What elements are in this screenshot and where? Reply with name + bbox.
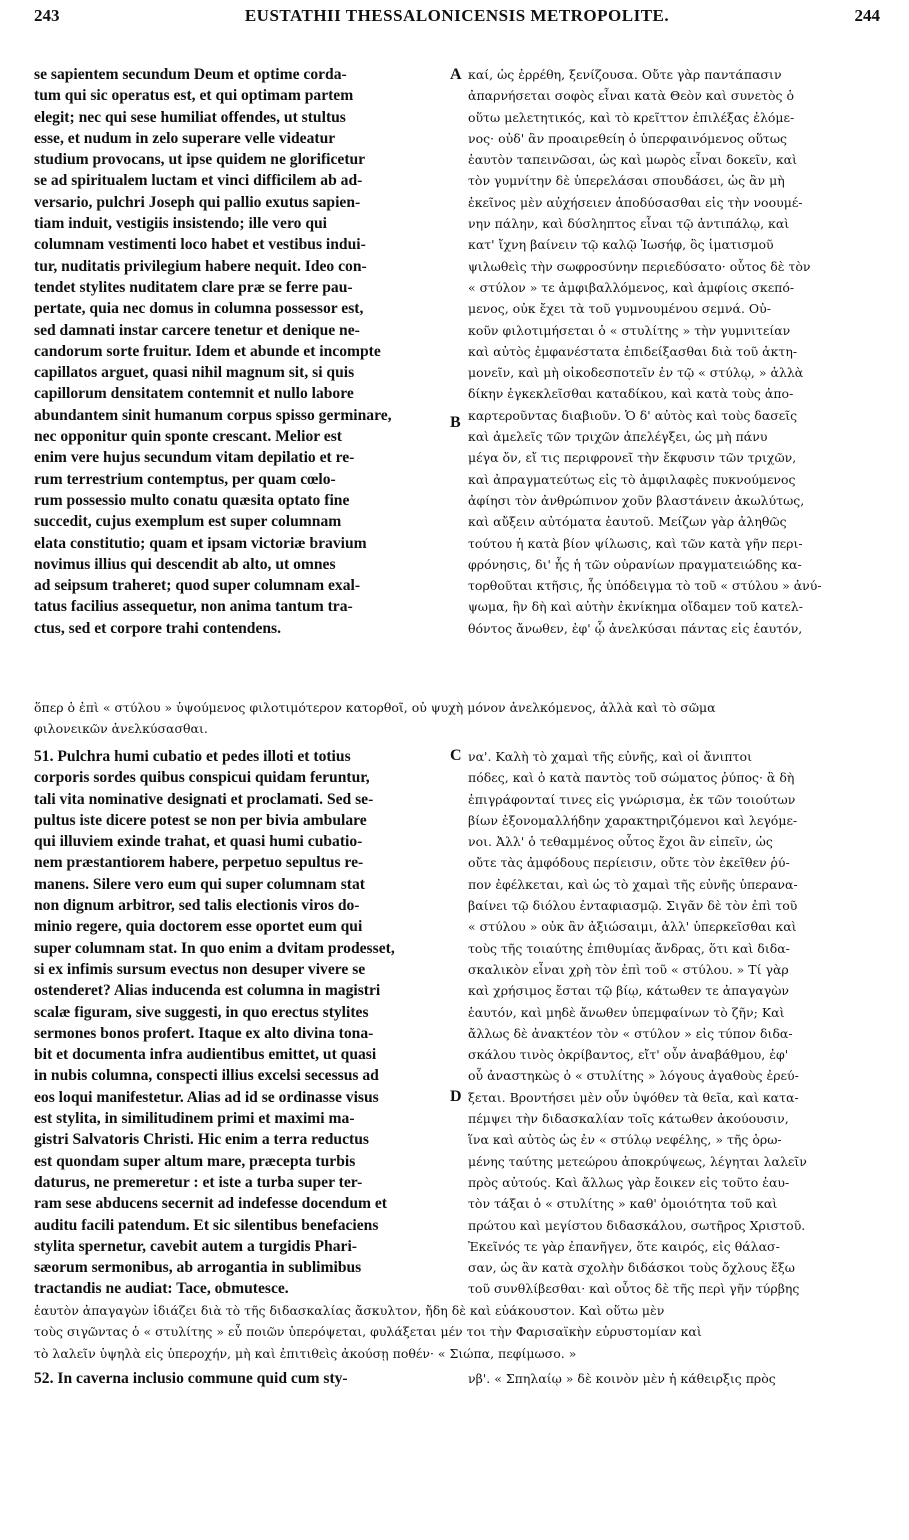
text-line: est quondam super altum mare, præcepta turbis bbox=[34, 1152, 356, 1170]
text-line: σκάλου τινὸς ὀκρίβαντος, εἴτ' οὖν ἀναβάθμου, ἐφ' bbox=[468, 1047, 789, 1063]
text-line: in nubis columna, conspecti illius excelsi secessus ad bbox=[34, 1067, 379, 1085]
text-line: super columnam stat. In quo enim a dvitam prodesset, bbox=[34, 939, 395, 957]
margin-mark-d: D bbox=[450, 1088, 462, 1105]
text-line: ξεται. Βροντήσει μὲν οὖν ὑψόθεν τὰ θεῖα, καὶ κατα- bbox=[468, 1089, 799, 1105]
text-line: enim vere hujus secundum vitam depilatio et re- bbox=[34, 449, 355, 467]
text-line: ctus, sed et corpore trahi contendens. bbox=[34, 619, 282, 637]
text-line: μένης ταύτης μετεώρου ἀποκρύψεως, λέγηται λαλεῖν bbox=[468, 1153, 807, 1169]
text-line: capillatos arguet, quasi nihil magnum sit, si quis bbox=[34, 364, 355, 382]
margin-mark-c: C bbox=[450, 747, 462, 764]
text-line: τὸν τάξαι ὁ « στυλίτης » καθ' ὁμοιότητα τοῦ καὶ bbox=[468, 1196, 778, 1212]
latin-section-52-start: 52. In caverna inclusio commune quid cum sty- bbox=[34, 1370, 348, 1387]
text-line: rum terrestrium contemptus, per quam cœlo- bbox=[34, 470, 336, 488]
text-line: καὶ αὔξειν αὐτόματα ἑαυτοῦ. Μείζων γὰρ ἀληθῶς bbox=[468, 514, 787, 530]
text-line: bit et documenta infra audientibus emittet, ut quasi bbox=[34, 1046, 377, 1064]
text-line: θόντος ἄνωθεν, ἐφ' ᾧ ἀνελκύσαι πάντας εἰς ἑαυτόν, bbox=[468, 620, 803, 636]
text-line: 51. Pulchra humi cubatio et pedes illoti et totius bbox=[34, 748, 351, 765]
text-line: ἐπιγράφονταί τινες εἰς γνώρισμα, ἐκ τῶν τοιούτων bbox=[468, 791, 796, 807]
text-line: καί, ὡς ἐρρέθη, ξενίζουσα. Οὔτε γὰρ παντάπασιν bbox=[468, 67, 782, 82]
text-line: « στύλου » οὐκ ἂν ἀξιώσαιμι, ἀλλ' ὑπερκεῖσθαι καὶ bbox=[468, 919, 797, 935]
text-line: succedit, cujus exemplum est super columnam bbox=[34, 513, 342, 531]
text-line: τοὺς τῆς τοιαύτης ἐπιθυμίας ἄνδρας, ὅτι καὶ διδα- bbox=[468, 940, 790, 956]
text-line: καὶ χρήσιμος ἔσται τῷ βίῳ, κάτωθεν τε ἀπαγαγὼν bbox=[468, 983, 789, 999]
text-line: tendet stylites nuditatem clare præ se ferre pau- bbox=[34, 278, 353, 296]
text-line: tali vita nominative designati et proclamati. Sed se- bbox=[34, 790, 374, 808]
text-line: κατ' ἴχνη βαίνειν τῷ καλῷ Ἰωσήφ, ὃς ἱματισμοῦ bbox=[468, 237, 774, 253]
text-line: φιλονεικῶν ἀνελκύσασθαι. bbox=[34, 721, 208, 737]
text-line: capillorum densitatem contemnit et nullo labore bbox=[34, 385, 354, 403]
margin-mark-a: A bbox=[450, 66, 462, 83]
text-line: να'. Καλὴ τὸ χαμαὶ τῆς εὐνῆς, καὶ οἱ ἄνιπτοι bbox=[468, 749, 752, 764]
text-line: Ἐκεῖνός τε γὰρ ἐπανῆγεν, ὅτε καιρός, εἰς θάλασ- bbox=[468, 1238, 780, 1254]
text-line: pertate, quia nec domus in columna possessor est, bbox=[34, 300, 364, 318]
page-number-right: 244 bbox=[854, 6, 880, 25]
text-line: νην πάλην, καὶ δύσληπτος εἶναι τῷ ἀντιπάλῳ, καὶ bbox=[468, 216, 790, 232]
text-line: πέμψει τὴν διδασκαλίαν τοῖς κάτωθεν ἀκούουσιν, bbox=[468, 1111, 789, 1127]
text-line: σκαλικὸν εἶναι χρὴ τὸν ἐπὶ τοῦ « στύλου. » Τί γὰρ bbox=[468, 961, 789, 977]
text-line: sed damnati instar carcere tenetur et denique ne- bbox=[34, 321, 360, 339]
greek-section-52-start: νβ'. « Σπηλαίῳ » δὲ κοινὸν μὲν ἡ κάθειρξις πρὸς bbox=[468, 1371, 776, 1386]
text-line: ad seipsum traheret; quod super columnam exal- bbox=[34, 577, 361, 595]
text-line: ἀπαρνήσεται σοφὸς εἶναι κατὰ Θεὸν καὶ συνετὸς ὁ bbox=[468, 88, 795, 104]
running-title: EUSTATHII THESSALONICENSIS METROPOLITE. bbox=[244, 6, 670, 25]
text-line: sæorum sermonibus, ab arrogantia in sublimibus bbox=[34, 1259, 362, 1277]
text-line: columnam vestimenti loco habet et vestibus indui- bbox=[34, 236, 366, 254]
text-line: daturus, ne premeretur : et iste a turba super ter- bbox=[34, 1173, 363, 1191]
text-line: πόδες, καὶ ὁ κατὰ παντὸς τοῦ σώματος ῥύπος· ἃ δὴ bbox=[468, 770, 795, 786]
text-line: esse, et nudum in zelo superare velle videatur bbox=[34, 129, 336, 147]
text-line: καρτεροῦντας διαβιοῦν. Ὁ δ' αὐτὸς καὶ τοὺς δασεῖς bbox=[468, 407, 798, 423]
text-line: rum possessio multo conatu quæsita optato fine bbox=[34, 491, 350, 509]
text-line: scalæ figuram, sive suggesti, in quo erectus stylites bbox=[34, 1003, 369, 1021]
text-line: ἐκεῖνος μὲν αὐχήσειεν ἀποδύσασθαι εἰς τὴν νοουμέ- bbox=[468, 194, 803, 210]
text-line: sermones bonos profert. Itaque ex alto divina tona- bbox=[34, 1024, 374, 1042]
margin-mark-b: B bbox=[450, 414, 461, 431]
page-number-left: 243 bbox=[34, 6, 60, 25]
greek-full-width-passage-2 bbox=[34, 1300, 880, 1364]
text-line: qui illuviem exinde trahat, et quasi humi cubatio- bbox=[34, 833, 363, 851]
text-line: si ex infimis sursum evectus non desuper vivere se bbox=[34, 960, 366, 978]
text-line: ἑαυτὸν ἀπαγαγὼν ἰδιάζει διὰ τὸ τῆς διδασκαλίας ἄσκυλτον, ἤδη δὲ καὶ εὐάκουστον. Καὶ οὕτω μὲν bbox=[34, 1303, 665, 1318]
text-line: ἑαυτόν, καὶ μηδὲ ἄνωθεν ὑπεμφαίνων τὸ ζῆν; Καὶ bbox=[468, 1004, 785, 1020]
text-line: tractandis ne audiat: Tace, obmutesce. bbox=[34, 1280, 289, 1298]
text-line: stylita spernetur, cavebit autem a turgidis Phari- bbox=[34, 1237, 357, 1255]
text-line: οὔτε τὰς ἀμφόδους περίεισιν, οὔτε τὸν ἐκεῖθεν ῥύ- bbox=[468, 855, 790, 871]
text-line: studium provocans, ut ipse quidem ne glorificetur bbox=[34, 151, 366, 169]
text-line: οὕτω μελετητικός, καὶ τὸ κρεῖττον ἐπιλέξας ἐλόμε- bbox=[468, 109, 795, 125]
text-line: tur, nuditatis privilegium habere nequit. Ideo con- bbox=[34, 257, 367, 275]
text-line: τοῦ συνθλίβεσθαι· καὶ οὗτος δὲ τῆς περὶ γῆν τύρβης bbox=[468, 1281, 800, 1297]
text-line: auditu facili patendum. Et sic silentibus benefaciens bbox=[34, 1216, 379, 1234]
text-line: τὸν γυμνίτην δὲ ὑπερελάσαι σπουδάσει, ὡς ἂν μὴ bbox=[468, 173, 785, 189]
text-line: μέγα ὄν, εἴ τις περιφρονεῖ τὴν ἔκφυσιν τῶν τριχῶν, bbox=[468, 450, 797, 466]
text-line: καὶ ἀμελεῖς τῶν τριχῶν ἀπελέγξει, ὡς μὴ πάνυ bbox=[468, 429, 768, 445]
greek-column-block-2 bbox=[468, 746, 880, 1300]
text-line: ψωμα, ἣν δὴ καὶ αὐτὴν ἐκνίκημα οἴδαμεν τοῦ κατελ- bbox=[468, 599, 803, 615]
text-line: κοῦν φιλοτιμήσεται ὁ « στυλίτης » τὴν γυμνιτείαν bbox=[468, 322, 791, 338]
text-line: elegit; nec qui sese humiliat offendes, ut stultus bbox=[34, 108, 346, 126]
text-line: est stylita, in similitudinem primi et maximi ma- bbox=[34, 1110, 355, 1128]
text-line: δίκην ἐγκεκλεῖσθαι καταδίκου, καὶ κατὰ τοὺς ἀπο- bbox=[468, 386, 794, 402]
text-line: nec opponitur quin sponte crescant. Melior est bbox=[34, 428, 342, 446]
text-line: νοι. Ἀλλ' ὁ τεθαμμένος οὗτος ἔχοι ἂν εἰπεῖν, ὡς bbox=[468, 834, 773, 850]
text-line: versario, pulchri Joseph qui pallio exutus sapien- bbox=[34, 193, 361, 211]
text-line: gistri Salvatoris Christi. Hic enim a terra reductus bbox=[34, 1131, 369, 1149]
text-line: οὗ ἀναστηκὼς ὁ « στυλίτης » λόγους ἀγαθοὺς ἐρεύ- bbox=[468, 1068, 799, 1084]
text-line: τὸ λαλεῖν ὑψηλὰ εἰς ὑπεροχήν, μὴ καὶ ἐπιτιθεὶς ἀκούσῃ ποθέν· « Σιώπα, πεφίμωσο. » bbox=[34, 1345, 577, 1361]
text-line: ἀφίησι τὸν ἀνθρώπινον χοῦν βλαστάνειν ἀκωλύτως, bbox=[468, 492, 805, 508]
text-line: τούτου ἡ κατὰ βίον ψίλωσις, καὶ τῶν κατὰ γῆν περι- bbox=[468, 535, 803, 551]
text-line: minio regere, quia doctorem esse oportet eum qui bbox=[34, 918, 363, 936]
text-line: καὶ αὐτὸς ἐμφανέστατα ἐπιδείξασθαι διὰ τοῦ ἀκτη- bbox=[468, 343, 798, 359]
text-line: μονεῖν, καὶ μὴ οἰκοδεσποτεῖν ἐν τῷ « στύλῳ, » ἀλλὰ bbox=[468, 365, 804, 381]
text-line: πρὸς αὐτούς. Καὶ ἄλλως γὰρ ἔοικεν εἰς τοῦτο ἑαυ- bbox=[468, 1174, 790, 1190]
text-line: « στύλον » τε ἀμφιβαλλόμενος, καὶ ἀμφίοις σκεπό- bbox=[468, 279, 795, 295]
text-line: candorum sorte fruitur. Idem et abunde et incompte bbox=[34, 342, 381, 360]
text-line: manens. Silere vero eum qui super columnam stat bbox=[34, 875, 365, 893]
text-line: abundantem sinit humanum corpus spisso germinare, bbox=[34, 406, 392, 424]
text-line: tatus facilius assequetur, non anima tantum tra- bbox=[34, 598, 353, 616]
running-header bbox=[34, 6, 880, 32]
text-line: καὶ ἀπραγματεύτως εἰς τὸ ἀμφιλαφὲς πυκνούμενος bbox=[468, 471, 796, 487]
text-line: σαν, ὡς ἂν κατὰ σχολὴν διδάσκοι τοὺς ὄχλους ἔξω bbox=[468, 1260, 795, 1276]
text-line: ἑαυτὸν ταπεινῶσαι, ὡς καὶ μωρὸς εἶναι δοκεῖν, καὶ bbox=[468, 152, 798, 168]
text-line: tum qui sic operatus est, et qui optimam partem bbox=[34, 87, 354, 105]
text-line: ram sese abducens secernit ad indefesse docendum et bbox=[34, 1195, 387, 1213]
text-line: ψιλωθεὶς τὴν σωφροσύνην περιεδύσατο· οὗτος δὲ τὸν bbox=[468, 258, 811, 274]
text-line: tiam induit, vestigiis insistendo; ille vero qui bbox=[34, 215, 327, 233]
text-line: pultus iste dicere potest se non per bivia ambulare bbox=[34, 811, 367, 829]
text-line: βαίνει τῷ διόλου ἐνταφιασμῷ. Σιγᾶν δὲ τὸν ἐπὶ τοῦ bbox=[468, 898, 798, 914]
text-line: πον ἐφέλκεται, καὶ ὡς τὸ χαμαὶ τῆς εὐνῆς ὑπερανα- bbox=[468, 876, 798, 892]
text-line: se ad spiritualem luctam et vinci difficilem ab ad- bbox=[34, 172, 363, 190]
text-line: βίων ἐξονομαλλήδην χαρακτηριζόμενοι καὶ λεγόμε- bbox=[468, 812, 798, 828]
text-line: νος· οὐδ' ἂν προαιρεθείη ὁ ὑπερφαινόμενος οὕτως bbox=[468, 130, 788, 146]
text-line: ἵνα καὶ αὐτὸς ὡς ἐν « στύλῳ νεφέλης, » τῆς ὁρω- bbox=[468, 1132, 782, 1148]
latin-column-block-1 bbox=[34, 64, 446, 639]
latin-column-block-2 bbox=[34, 746, 446, 1300]
text-line: nem præstantiorem habere, perpetuo sepultus re- bbox=[34, 854, 364, 872]
text-line: ἄλλως δὲ ἀνακτέον τὸν « στύλον » εἰς τύπον διδα- bbox=[468, 1025, 793, 1041]
greek-full-width-passage-1 bbox=[34, 697, 880, 740]
text-line: ostenderet? Alias inducenda est columna in magistri bbox=[34, 982, 381, 1000]
text-line: τορθοῦται κτῆσις, ἧς ὑπόδειγμα τὸ τοῦ « στύλου » ἀνύ- bbox=[468, 578, 822, 594]
text-line: elata constitutio; quam et ipsam victoriæ bravium bbox=[34, 534, 367, 552]
text-line: ὅπερ ὁ ἐπὶ « στύλου » ὑψούμενος φιλοτιμότερον κατορθοῖ, οὐ ψυχὴ μόνον ἀνελκόμενος, ἀλλὰ καὶ τὸ σῶμα bbox=[34, 700, 716, 715]
text-line: se sapientem secundum Deum et optime corda- bbox=[34, 66, 347, 83]
text-line: φρόνησις, δι' ἧς ἡ τῶν οὐρανίων πραγματειώδης κα- bbox=[468, 556, 802, 572]
text-line: τοὺς σιγῶντας ὁ « στυλίτης » εὖ ποιῶν ὑπερόψεται, φυλάξεται μέν τοι τὴν Φαρισαϊκὴν εὐρυστομίαν καὶ bbox=[34, 1324, 702, 1340]
text-line: corporis sordes quibus conspicui quidam feruntur, bbox=[34, 769, 370, 787]
text-line: novimus illius qui descendit ab alto, ut omnes bbox=[34, 555, 336, 573]
text-line: πρώτου καὶ μεγίστου διδασκάλου, σωτῆρος Χριστοῦ. bbox=[468, 1217, 806, 1233]
text-line: non dignum arbitror, sed talis electionis viros do- bbox=[34, 897, 360, 915]
greek-column-block-1 bbox=[468, 64, 880, 639]
text-line: eos loqui manifestetur. Alias ad id se ordinasse visus bbox=[34, 1088, 379, 1106]
text-line: μενος, οὐκ ἔχει τὰ τοῦ γυμνουμένου σεμνά. Οὐ- bbox=[468, 301, 771, 317]
